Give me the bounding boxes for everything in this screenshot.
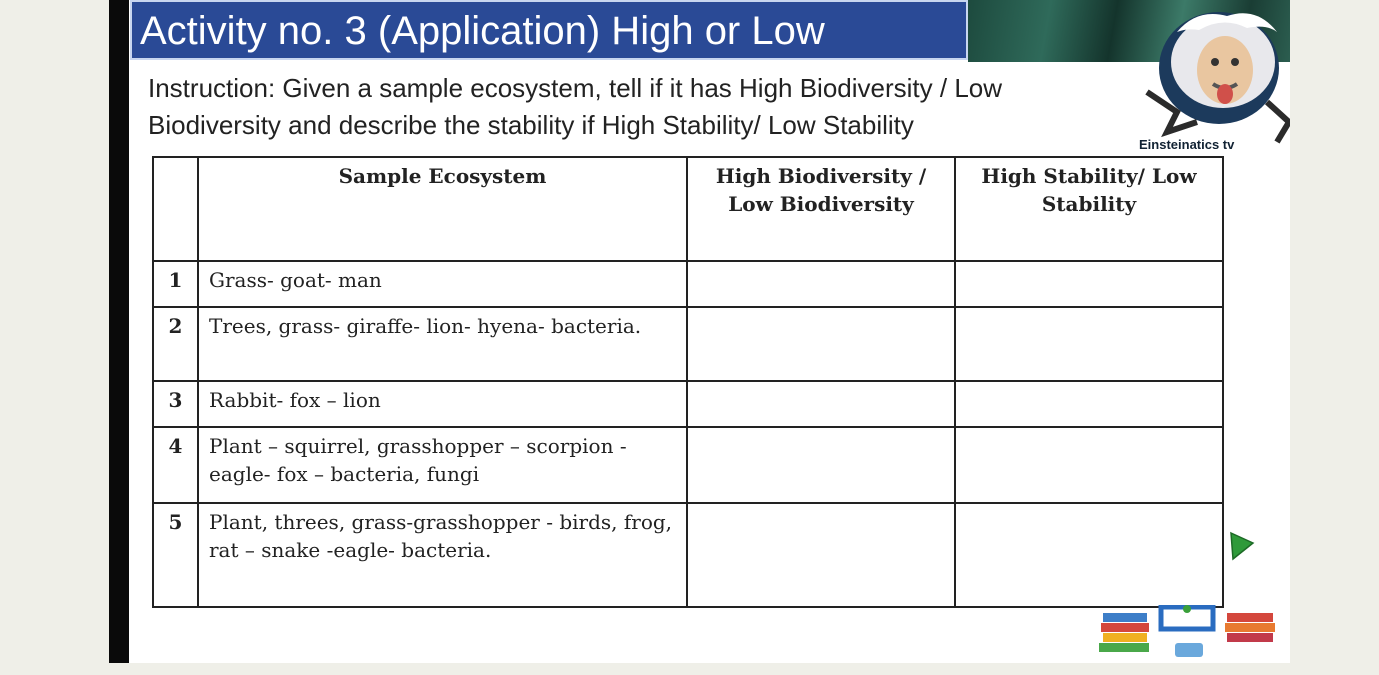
- biodiversity-answer-cell[interactable]: [687, 261, 955, 307]
- stability-answer-cell[interactable]: [955, 503, 1223, 607]
- ecosystem-cell: Plant, threes, grass-grasshopper - birds, frog, rat – snake -eagle- bacteria.: [198, 503, 687, 607]
- einstein-caricature-icon: [1137, 2, 1290, 150]
- header-number: [153, 157, 198, 261]
- row-number: 2: [153, 307, 198, 381]
- biodiversity-answer-cell[interactable]: [687, 381, 955, 427]
- stacked-books-icon: [1079, 605, 1289, 661]
- title-bar: [130, 0, 968, 60]
- table-header-row: [153, 157, 1223, 261]
- ecosystem-cell: Trees, grass- giraffe- lion- hyena- bacteria.: [198, 307, 687, 381]
- stability-answer-cell[interactable]: [955, 261, 1223, 307]
- biodiversity-answer-cell[interactable]: [687, 427, 955, 503]
- slide: [109, 0, 1290, 663]
- ecosystem-cell: Rabbit- fox – lion: [198, 381, 687, 427]
- table-row: [153, 427, 1223, 503]
- biodiversity-answer-cell[interactable]: [687, 307, 955, 381]
- header-stability: High Stability/ Low Stability: [955, 157, 1223, 261]
- stability-answer-cell[interactable]: [955, 427, 1223, 503]
- slide-title: Activity no. 3 (Application) High or Low: [140, 9, 825, 53]
- row-number: 4: [153, 427, 198, 503]
- ecosystem-table: [152, 156, 1224, 608]
- table-row: [153, 503, 1223, 607]
- instruction-text: Instruction: Given a sample ecosystem, tell if it has High Biodiversity / Low Biodiversity and describe the stability if High Stability/ Low Stability: [148, 73, 1003, 140]
- row-number: 1: [153, 261, 198, 307]
- biodiversity-answer-cell[interactable]: [687, 503, 955, 607]
- header-biodiversity: High Biodiversity / Low Biodiversity: [687, 157, 955, 261]
- logo-caption: Einsteinatics tv: [1139, 137, 1235, 152]
- ecosystem-cell: Plant – squirrel, grasshopper – scorpion -eagle- fox – bacteria, fungi: [198, 427, 687, 503]
- row-number: 5: [153, 503, 198, 607]
- header-sample-ecosystem: Sample Ecosystem: [198, 157, 687, 261]
- row-number: 3: [153, 381, 198, 427]
- table-row: [153, 307, 1223, 381]
- stability-answer-cell[interactable]: [955, 381, 1223, 427]
- stability-answer-cell[interactable]: [955, 307, 1223, 381]
- ecosystem-cell: Grass- goat- man: [198, 261, 687, 307]
- table-row: [153, 261, 1223, 307]
- table-row: [153, 381, 1223, 427]
- green-play-arrow-icon[interactable]: [1229, 531, 1255, 561]
